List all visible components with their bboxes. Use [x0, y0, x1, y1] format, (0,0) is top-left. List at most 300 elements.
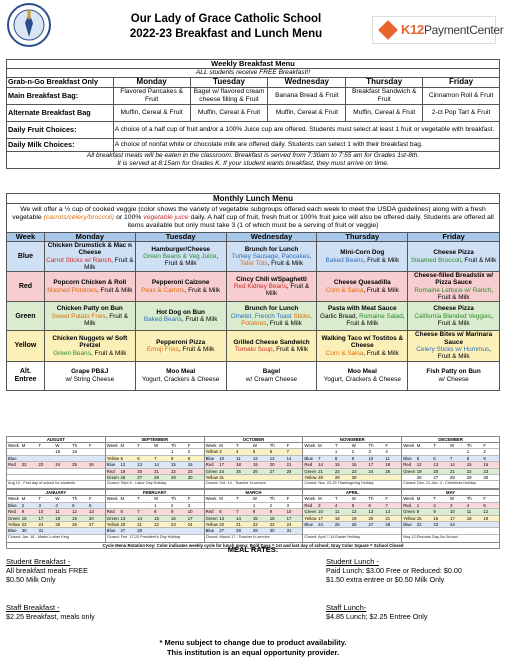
rate-line: $0.50 Milk Only	[6, 575, 56, 585]
breakfast-note	[7, 151, 500, 168]
calendar-day: 18	[466, 515, 472, 521]
calendar-day: 26	[416, 474, 422, 480]
calendar-day: 31	[286, 528, 292, 534]
lunch-menu-cell	[408, 272, 500, 302]
calendar-day: 7	[154, 455, 157, 461]
weekday-label: M	[120, 443, 125, 448]
calendar-day	[88, 469, 105, 474]
calendar-day: 8	[252, 509, 256, 515]
week-color: Red	[106, 509, 115, 515]
week-color: Green	[304, 509, 317, 515]
calendar-day: 24	[219, 468, 225, 474]
week-color: Green	[106, 515, 119, 521]
side-items: Tomato Soup	[234, 345, 273, 353]
side-items: Yogurt, Crackers & Cheese	[323, 375, 401, 383]
header	[0, 0, 507, 58]
week-color: Green	[205, 468, 218, 474]
calendar-day: 4	[334, 502, 338, 508]
entree-name: Moo Meal	[166, 368, 196, 376]
week-color: Red	[106, 468, 115, 474]
calendar-day: 24	[450, 521, 455, 527]
week-color: Green	[8, 515, 20, 521]
week-color: Blue	[106, 462, 116, 468]
calendar-day: 13	[368, 509, 374, 515]
weekday-label: Week	[8, 496, 19, 502]
calendar-day: 27	[433, 474, 439, 480]
calendar-day	[71, 475, 88, 480]
k12-icon	[378, 20, 398, 40]
calendar-month	[6, 489, 105, 542]
student-lunch-rates	[326, 557, 462, 585]
breakfast-title: Weekly Breakfast Menu	[7, 60, 500, 69]
weekday-label: W	[351, 496, 356, 502]
calendar-day: 5	[483, 502, 486, 508]
calendar-day	[153, 449, 170, 454]
closed-note: Closed: Nov. 23-25 Thanksgiving Holiday	[304, 481, 374, 486]
month-name: OCTOBER	[205, 437, 303, 443]
week-color	[205, 503, 219, 508]
week-color	[402, 528, 416, 533]
calendar-day: 23	[483, 468, 489, 474]
week-color: Blue	[106, 528, 116, 534]
breakfast-item: Cinnamon Roll & Fruit	[423, 87, 500, 104]
calendar-day: 10	[219, 455, 225, 461]
week-color	[7, 475, 21, 480]
calendar-day: 31	[219, 474, 225, 480]
calendar-day: 30	[269, 528, 275, 534]
calendar-day: 17	[318, 515, 323, 521]
calendar-day: 20	[137, 468, 143, 474]
weekday-label: M	[21, 443, 26, 448]
lunch-menu-cell	[44, 331, 135, 361]
calendar-day: 7	[137, 509, 140, 515]
day-header: Friday	[423, 77, 500, 87]
calendar-day: 11	[334, 509, 340, 515]
week-color: Green	[403, 509, 416, 515]
calendar-day: 18	[236, 462, 241, 468]
calendar-day: 31	[38, 528, 44, 534]
week-color: Red	[8, 462, 16, 468]
calendar-day	[170, 528, 187, 533]
calendar-day: 17	[450, 515, 455, 521]
side-items: Sweet Potato Fries	[51, 312, 106, 320]
intro-text: We will offer a ½ cup of cooked veggie (color shows the variety of vegetable subgroups offered each week to meet the USDA guidelines) along with a fresh vegetable	[12, 206, 486, 221]
lunch-menu-cell	[317, 242, 408, 272]
calendar-day: 27	[88, 521, 94, 527]
side-items: w/ String Cheese	[65, 375, 115, 383]
closed-note: May 12-Records Day-No School	[403, 534, 458, 539]
calendar-day	[88, 475, 105, 480]
lunch-menu-cell	[408, 242, 500, 272]
calendar-day	[38, 475, 55, 480]
entree-name: Cincy Chili w/Spaghetti	[236, 275, 307, 283]
calendar-day	[416, 449, 433, 454]
calendar-top-months	[6, 436, 500, 489]
calendar-day: 28	[286, 468, 292, 474]
calendar-day: 14	[318, 462, 323, 468]
calendar-day: 13	[269, 455, 275, 461]
lunch-menu-cell	[135, 331, 226, 361]
calendar-day	[71, 528, 88, 533]
calendar-day: 12	[416, 462, 422, 468]
calendar-day: 25	[72, 462, 77, 468]
calendar-day: 24	[187, 521, 193, 527]
calendar-day	[38, 469, 55, 474]
calendar-day	[54, 475, 71, 480]
lunch-menu-cell	[135, 302, 226, 331]
weekday-label: W	[450, 443, 455, 448]
intro-veg-juice: vegetable juice	[143, 214, 189, 221]
calendar-day: 12	[120, 462, 126, 468]
side-items: California Blended Veggies	[414, 312, 492, 320]
calendar-day	[449, 449, 466, 454]
side-items: Steamed Broccoli	[410, 256, 461, 264]
weekday-label: T	[137, 496, 140, 502]
week-color: Green	[304, 468, 317, 474]
calendar-day: 21	[154, 468, 159, 474]
side-items: Yogurt, Crackers & Cheese	[142, 375, 220, 383]
calendar-day: 7	[318, 455, 321, 461]
weekday-label: W	[55, 496, 60, 502]
week-color: Green	[106, 474, 119, 480]
calendar-day	[119, 449, 136, 454]
weekday-label: Th	[72, 443, 78, 448]
weekday-label: Week	[8, 443, 19, 448]
lunch-menu-cell	[317, 302, 408, 331]
day-header: Monday	[113, 77, 190, 87]
calendar-day: 12	[483, 509, 489, 515]
weekday-label: M	[416, 443, 421, 448]
calendar-day: 30	[187, 474, 193, 480]
week-color: Blue	[304, 455, 313, 461]
week-color	[106, 449, 120, 454]
calendar-day: 15	[252, 515, 258, 521]
weekday-label: F	[187, 443, 191, 448]
side-items: , Fruit & Milk	[363, 256, 400, 264]
week-color-label: Red	[7, 272, 45, 302]
calendar-day: 20	[269, 462, 275, 468]
calendar-day: 3	[219, 449, 222, 455]
menu-year: 2022-23 Breakfast and Lunch Menu	[129, 28, 323, 40]
weekday-label: W	[450, 496, 455, 502]
calendar-day	[482, 522, 499, 527]
calendar-day: 25	[334, 521, 340, 527]
lunch-menu-cell	[317, 272, 408, 302]
lunch-week-row	[7, 242, 500, 272]
week-color-label: Yellow	[7, 331, 45, 361]
weekday-label: W	[252, 496, 257, 502]
calendar-day: 23	[170, 521, 176, 527]
weekday-label: W	[252, 443, 257, 448]
calendar-day: 2	[170, 502, 174, 508]
calendar-day: 21	[385, 515, 391, 521]
calendar-day: 16	[170, 515, 176, 521]
calendar-day: 29	[170, 474, 176, 480]
intro-text: daily. A half cup of fruit, fresh fruit or 100% fruit juice will also be offered daily. Students are offered all items available but only must take 3 (1 of which must be a serving of fruit or veggie)	[127, 214, 494, 229]
calendar-day: 10	[38, 509, 44, 515]
breakfast-item: Muffin, Cereal & Fruit	[346, 104, 423, 121]
breakfast-subtitle: ALL students receive FREE Breakfast!!	[7, 69, 500, 78]
calendar-day	[88, 528, 105, 533]
side-items: Omelet, French Toast	[230, 312, 294, 320]
calendar-day: 9	[269, 509, 273, 515]
week-color: Blue	[403, 455, 412, 461]
calendar-day: 3	[286, 502, 289, 508]
calendar-day	[466, 528, 483, 533]
school-seal-logo	[6, 2, 52, 48]
calendar-day: 23	[21, 521, 27, 527]
k12-payment-logo[interactable]	[372, 16, 504, 44]
calendar-day: 2	[21, 502, 25, 508]
week-color: Yellow	[304, 515, 317, 521]
calendar-day: 12	[72, 509, 77, 515]
lunch-menu-cell	[226, 331, 317, 361]
side-items: , Fruit & Milk	[437, 286, 493, 302]
breakfast-item: Muffin, Cereal & Fruit	[268, 104, 346, 121]
side-items: Peas & Carrots	[141, 286, 185, 294]
weekday-label: T	[137, 443, 140, 448]
calendar-day	[252, 475, 269, 480]
side-items: , Fruit & Milk	[90, 349, 127, 357]
weekday-label: Week	[403, 496, 415, 502]
calendar-day	[136, 503, 153, 508]
calendar-day: 2	[433, 502, 436, 508]
payment-center-text: PaymentCenter	[423, 23, 504, 37]
calendar-day: 6	[368, 502, 371, 508]
calendar-day: 17	[187, 515, 193, 521]
calendar-day	[21, 469, 38, 474]
calendar-month	[401, 436, 500, 489]
month-name: MARCH	[205, 490, 303, 496]
weekday-label: T	[433, 443, 436, 448]
calendar-day: 8	[466, 455, 470, 461]
day-header: Tuesday	[190, 77, 268, 87]
side-items: Green Beans & Veg Juice	[143, 252, 217, 260]
calendar-day: 14	[137, 515, 143, 521]
calendar-day	[384, 528, 401, 533]
student-breakfast-heading: Student Breakfast -	[6, 557, 71, 566]
calendar-day: 11	[385, 455, 390, 461]
lunch-title: Monthly Lunch Menu	[7, 194, 500, 204]
week-color: Yellow	[403, 515, 416, 521]
day-header: Thursday	[346, 77, 423, 87]
week-color: Red	[304, 462, 313, 468]
calendar-day: 3	[450, 502, 453, 508]
calendar-day: 13	[137, 462, 143, 468]
week-color: Yellow	[205, 474, 218, 480]
calendar-day	[368, 528, 385, 533]
main-bag-label: Main Breakfast Bag:	[7, 87, 114, 104]
calendar-day	[88, 456, 105, 461]
calendar-day: 26	[120, 474, 126, 480]
calendar-day	[21, 475, 38, 480]
calendar-day: 22	[154, 521, 159, 527]
calendar-day	[54, 528, 71, 533]
calendar-day: 2	[269, 502, 273, 508]
week-color: Yellow	[8, 521, 21, 527]
milk-choices-text: A choice of nonfat white or chocolate milk are offered daily. Students can select 1 with their breakfast bag.	[113, 138, 499, 151]
calendar-day: 1	[416, 502, 420, 508]
lunch-menu-cell	[226, 242, 317, 272]
entree-name: Pepperoni Calzone	[151, 279, 210, 287]
entree-name: Brunch for Lunch	[244, 245, 299, 253]
calendar-day: 7	[236, 509, 239, 515]
side-items: Romaine Lettuce w/ Ranch	[414, 286, 492, 294]
week-color: Blue	[8, 502, 17, 508]
month-name: JANUARY	[7, 490, 105, 496]
calendar-day: 2	[351, 449, 355, 455]
calendar-day: 24	[38, 521, 44, 527]
lunch-menu-cell	[44, 272, 135, 302]
calendar-day: 16	[21, 515, 27, 521]
lunch-menu-cell	[226, 302, 317, 331]
calendar-day: 14	[450, 462, 455, 468]
calendar-legend: Cycle Menu Rotation Key: Color indicates weekly cycle for lunch menu; Bold Days = 1st and last day of school; Gray Color Square = School Closed	[6, 543, 500, 549]
side-items: w/ Cream Cheese	[245, 375, 298, 383]
calendar-day: 7	[385, 502, 388, 508]
calendar-day: 6	[137, 455, 140, 461]
calendar-day	[317, 528, 334, 533]
calendar-day	[351, 528, 368, 533]
calendar-day: 6	[433, 455, 436, 461]
calendar-day: 19	[351, 515, 357, 521]
side-items: , Fruit & Milk	[84, 312, 129, 328]
calendar-day: 27	[269, 468, 275, 474]
entree-name: Pepperoni Pizza	[156, 338, 206, 346]
calendar-day: 20	[88, 515, 94, 521]
weekday-label: Week	[205, 496, 217, 502]
calendar-day: 6	[120, 509, 123, 515]
lunch-menu-cell	[408, 331, 500, 361]
calendar-day: 4	[55, 502, 58, 508]
calendar-day: 28	[137, 528, 143, 534]
entree-name: Cheese Pizza	[433, 305, 474, 313]
calendar-day	[21, 449, 38, 454]
calendar-day: 16	[433, 515, 439, 521]
weekday-label: F	[286, 496, 290, 502]
lunch-menu-cell	[135, 361, 226, 390]
calendar-day: 9	[351, 455, 355, 461]
weekday-label: F	[88, 496, 92, 502]
closed-note: Closed: Oct. 14 - Teacher In-service	[205, 481, 267, 486]
week-color: Red	[403, 502, 412, 508]
entree-name: Mini-Corn Dog	[340, 249, 385, 257]
calendar-day: 22	[416, 521, 422, 527]
calendar-day: 14	[154, 462, 159, 468]
calendar-day: 23	[38, 462, 44, 468]
side-items: , Fruit & Milk	[96, 286, 133, 294]
weekday-label: M	[416, 496, 421, 502]
calendar-day: 6	[219, 509, 222, 515]
lunch-header-cell: Monday	[44, 233, 135, 242]
month-name: DECEMBER	[402, 437, 499, 443]
milk-choices-label: Daily Milk Choices:	[7, 138, 114, 151]
calendar-day: 19	[252, 462, 258, 468]
calendar-day: 4	[466, 502, 470, 508]
lunch-menu-cell	[408, 302, 500, 331]
breakfast-item: Flavored Pancakes & Fruit	[113, 87, 190, 104]
school-name: Our Lady of Grace Catholic School	[130, 13, 322, 25]
calendar-day: 11	[466, 509, 472, 515]
calendar-day: 26	[351, 521, 357, 527]
rate-line: $4.85 Lunch; $2.25 Entree Only	[326, 612, 428, 622]
side-items: , Fruit & Milk	[178, 345, 215, 353]
calendar-day: 21	[286, 462, 292, 468]
equal-opportunity-statement: This institution is an equal opportunity provider.	[166, 648, 340, 657]
side-items: , Fruit & Milk	[437, 345, 491, 361]
calendar-day: 15	[334, 462, 340, 468]
lunch-menu-cell	[44, 361, 135, 390]
week-color: Green	[403, 468, 416, 474]
calendar-day: 18	[385, 462, 391, 468]
staff-lunch-rates	[326, 603, 428, 621]
entree-name: Cheese Pizza	[433, 249, 474, 257]
calendar-month	[204, 436, 303, 489]
side-items: , Fruit & Milk	[363, 349, 399, 357]
fruit-choices-label: Daily Fruit Choices:	[7, 121, 114, 138]
side-items: , Fruit & Milk	[267, 260, 304, 268]
staff-lunch-heading: Staff Lunch-	[326, 603, 367, 612]
lunch-week-row	[7, 331, 500, 361]
month-name: NOVEMBER	[303, 437, 401, 443]
calendar-day: 18	[55, 515, 61, 521]
weekday-label: F	[187, 496, 191, 502]
calendar-day: 5	[72, 502, 75, 508]
calendar-day	[416, 528, 433, 533]
entree-name: Brunch for Lunch	[244, 305, 299, 313]
calendar-day: 28	[450, 474, 455, 480]
side-items: , Fruit & Milk	[84, 256, 134, 271]
entree-name: Fish Patty on Bun	[426, 368, 481, 376]
calendar-day: 23	[433, 521, 439, 527]
side-items: , Fruit & Milk	[437, 312, 493, 328]
closed-note: Closed: Dec. 21-Jan. 4 - Christmas Holiday	[403, 481, 476, 486]
calendar-day	[218, 503, 235, 508]
menu-disclaimer: * Menu subject to change due to product availability.	[159, 638, 347, 647]
weekday-label: F	[88, 443, 92, 448]
rate-line: $2.25 Breakfast, meals only	[6, 612, 95, 622]
student-lunch-heading: Student Lunch -	[326, 557, 379, 566]
weekday-label: Th	[170, 496, 176, 502]
calendar-day: 13	[219, 515, 225, 521]
calendar-day: 19	[416, 468, 422, 474]
school-calendar	[6, 436, 500, 548]
calendar-day: 24	[318, 521, 323, 527]
calendar-day: 16	[483, 462, 489, 468]
calendar-day: 1	[154, 502, 157, 508]
calendar-day: 1	[170, 449, 174, 455]
weekday-label: Week	[304, 496, 316, 502]
week-color: Yellow	[205, 449, 218, 455]
calendar-month	[105, 489, 204, 542]
calendar-day: 18	[334, 515, 340, 521]
calendar-day: 15	[154, 515, 159, 521]
k12-text: K12	[401, 22, 424, 37]
calendar-day: 22	[466, 468, 472, 474]
side-items: Garlic Bread,	[320, 312, 360, 320]
calendar-month	[6, 436, 105, 489]
calendar-month	[204, 489, 303, 542]
lunch-header-cell: Thursday	[317, 233, 408, 242]
entree-name: Moo Meal	[347, 368, 377, 376]
calendar-day	[235, 503, 252, 508]
side-items: Romaine Salad	[359, 312, 403, 320]
weekday-label: Week	[205, 443, 217, 448]
entree-name: Chicken Drumstick & Mac n Cheese	[47, 242, 132, 257]
calendar-day: 22	[170, 468, 176, 474]
weekday-label: Week	[106, 443, 118, 448]
week-color: Red	[304, 502, 313, 508]
